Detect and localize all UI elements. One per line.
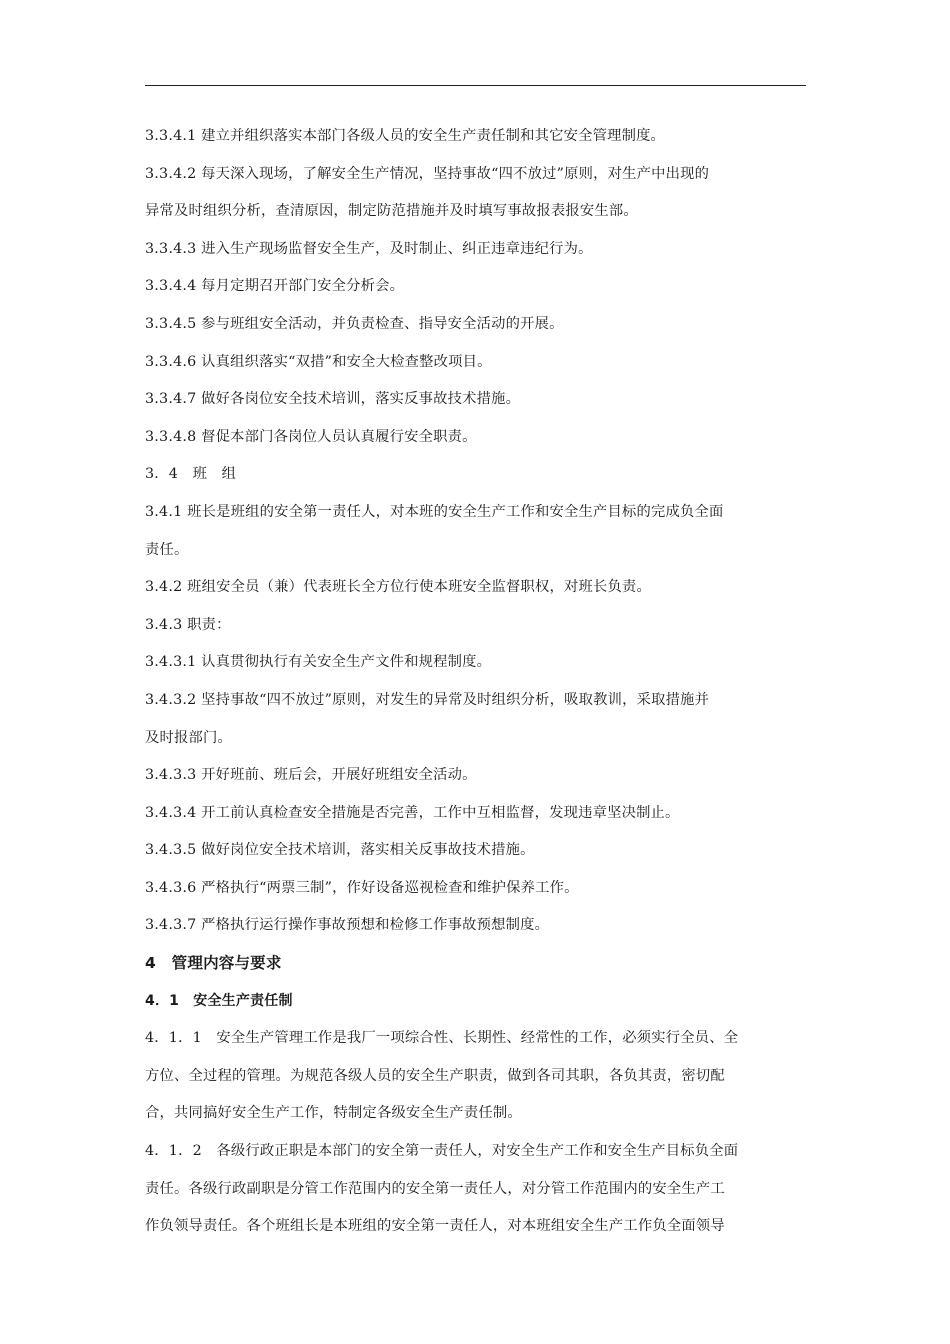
- text-line: 3.4.3.7 严格执行运行操作事故预想和检修工作事故预想制度。: [145, 917, 550, 934]
- text-line: 及时报部门。: [145, 729, 232, 746]
- text-line: 3.4.3.5 做好岗位安全技术培训，落实相关反事故技术措施。: [145, 842, 535, 859]
- text-line: 3.3.4.3 进入生产现场监督安全生产，及时制止、纠正违章违纪行为。: [145, 240, 593, 257]
- text-line: 3.4.3 职责：: [145, 616, 231, 633]
- text-line: 3.4.2 班组安全员（兼）代表班长全方位行使本班安全监督职权，对班长负责。: [145, 579, 652, 596]
- section-heading-3-4: 3．4 班 组: [145, 466, 237, 483]
- document-body: [145, 118, 806, 1246]
- header-rule: [145, 85, 806, 86]
- text-line: 3.4.3.6 严格执行“两票三制”，作好设备巡视检查和维护保养工作。: [145, 879, 579, 896]
- text-line: 4．1．2 各级行政正职是本部门的安全第一责任人，对安全生产工作和安全生产目标负全面: [145, 1143, 739, 1160]
- text-line: 3.3.4.1 建立并组织落实本部门各级人员的安全生产责任制和其它安全管理制度。: [145, 128, 666, 144]
- text-line: 4．1．1 安全生产管理工作是我厂一项综合性、长期性、经常性的工作，必须实行全员、全: [145, 1030, 739, 1047]
- section-heading-4-1: 4．1 安全生产责任制: [145, 992, 293, 1009]
- text-line: 3.4.3.1 认真贯彻执行有关安全生产文件和规程制度。: [145, 654, 492, 671]
- text-line: 责任。各级行政副职是分管工作范围内的安全第一责任人，对分管工作范围内的安全生产工: [145, 1180, 725, 1197]
- text-line: 3.3.4.5 参与班组安全活动，并负责检查、指导安全活动的开展。: [145, 315, 564, 332]
- chapter-heading-4: 4 管理内容与要求: [145, 954, 282, 973]
- text-line: 3.3.4.4 每月定期召开部门安全分析会。: [145, 278, 405, 295]
- text-line: 3.3.4.2 每天深入现场，了解安全生产情况，坚持事故“四不放过”原则，对生产中出现的: [145, 165, 710, 182]
- text-line: 3.3.4.7 做好各岗位安全技术培训，落实反事故技术措施。: [145, 391, 521, 408]
- text-line: 3.4.3.4 开工前认真检查安全措施是否完善，工作中互相监督，发现违章坚决制止。: [145, 804, 680, 821]
- text-line: 3.4.3.2 坚持事故“四不放过”原则，对发生的异常及时组织分析，吸取教训，采取措施并: [145, 691, 710, 708]
- text-line: 异常及时组织分析，查清原因，制定防范措施并及时填写事故报表报安生部。: [145, 203, 638, 220]
- text-line: 责任。: [145, 541, 189, 558]
- text-line: 3.3.4.8 督促本部门各岗位人员认真履行安全职责。: [145, 428, 477, 445]
- text-line: 3.4.3.3 开好班前、班后会，开展好班组安全活动。: [145, 767, 477, 784]
- text-line: 作负领导责任。各个班组长是本班组的安全第一责任人，对本班组安全生产工作负全面领导: [145, 1218, 725, 1235]
- text-line: 3.4.1 班长是班组的安全第一责任人，对本班的安全生产工作和安全生产目标的完成负全面: [145, 503, 724, 520]
- text-line: 方位、全过程的管理。为规范各级人员的安全生产职责，做到各司其职，各负其责，密切配: [145, 1067, 725, 1084]
- text-line: 合，共同搞好安全生产工作，特制定各级安全生产责任制。: [145, 1105, 522, 1122]
- text-line: 3.3.4.6 认真组织落实“双措”和安全大检查整改项目。: [145, 353, 492, 370]
